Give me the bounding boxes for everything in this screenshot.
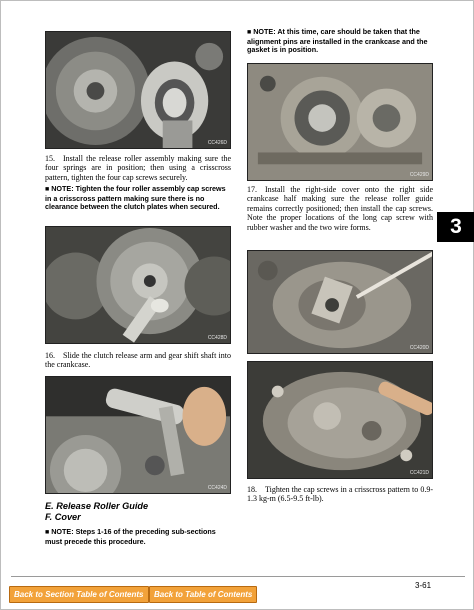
note-marker-icon: ■ bbox=[45, 186, 50, 193]
photo-release-arm bbox=[45, 376, 231, 494]
photo-roller-guide bbox=[247, 250, 433, 354]
step-text: Tighten the cap screws in a crisscross pattern to 0.9-1.3 kg-m (6.5-9.5 ft-lb). bbox=[247, 485, 433, 504]
step-text: Install the release roller assembly making sure the four springs are in position; then using a crisscross pattern, tighten the four cap screws securely. bbox=[45, 154, 231, 182]
note-marker-icon: ■ bbox=[45, 529, 50, 536]
photo-release-roller bbox=[45, 31, 231, 149]
heading-cover: F. Cover bbox=[45, 512, 81, 522]
step-18 bbox=[247, 485, 433, 504]
note-text: NOTE: Steps 1-16 of the preceding sub-sections must precede this procedure. bbox=[45, 527, 216, 546]
step-15 bbox=[45, 154, 231, 182]
page-number: 3-61 bbox=[415, 581, 432, 590]
footer-divider bbox=[11, 576, 465, 577]
note-marker-icon: ■ bbox=[247, 29, 252, 36]
note-text: NOTE: At this time, care should be taken that the alignment pins are installed in the crankcase and the gasket is in position. bbox=[247, 27, 428, 55]
step-number: 17. bbox=[247, 185, 257, 194]
photo-code: CC421D bbox=[409, 470, 429, 476]
back-to-toc-button[interactable]: Back to Table of Contents bbox=[149, 586, 257, 603]
photo-crankcase-gasket bbox=[247, 63, 433, 181]
photo-code: CC426D bbox=[207, 140, 227, 146]
photo-clutch-screws bbox=[45, 226, 231, 344]
photo-code: CC420D bbox=[409, 345, 429, 351]
step-number: 18. bbox=[247, 485, 257, 494]
note-steps bbox=[45, 528, 231, 546]
note-roller bbox=[45, 185, 231, 212]
section-tab: 3 bbox=[437, 212, 474, 242]
step-17 bbox=[247, 185, 433, 232]
photo-code: CC428D bbox=[207, 335, 227, 341]
note-text: NOTE: Tighten the four roller assembly cap screws in a crisscross pattern making sure there is no clearance between the clutch plates when secured. bbox=[45, 184, 226, 212]
step-number: 15. bbox=[45, 154, 55, 163]
photo-code: CC429D bbox=[409, 172, 429, 178]
step-number: 16. bbox=[45, 351, 55, 360]
step-text: Install the right-side cover onto the right side crankcase half making sure the release roller guide remains correctly positioned; then install the cap screws. Note the proper locations of the long cap screw with rubber washer and the two wire forms. bbox=[247, 185, 433, 232]
photo-code: CC424D bbox=[207, 485, 227, 491]
step-16 bbox=[45, 351, 231, 370]
back-to-section-toc-button[interactable]: Back to Section Table of Contents bbox=[9, 586, 149, 603]
heading-release-roller-guide: E. Release Roller Guide bbox=[45, 501, 149, 511]
step-text: Slide the clutch release arm and gear shift shaft into the crankcase. bbox=[45, 351, 231, 370]
photo-right-cover bbox=[247, 361, 433, 479]
note-alignment bbox=[247, 28, 433, 55]
